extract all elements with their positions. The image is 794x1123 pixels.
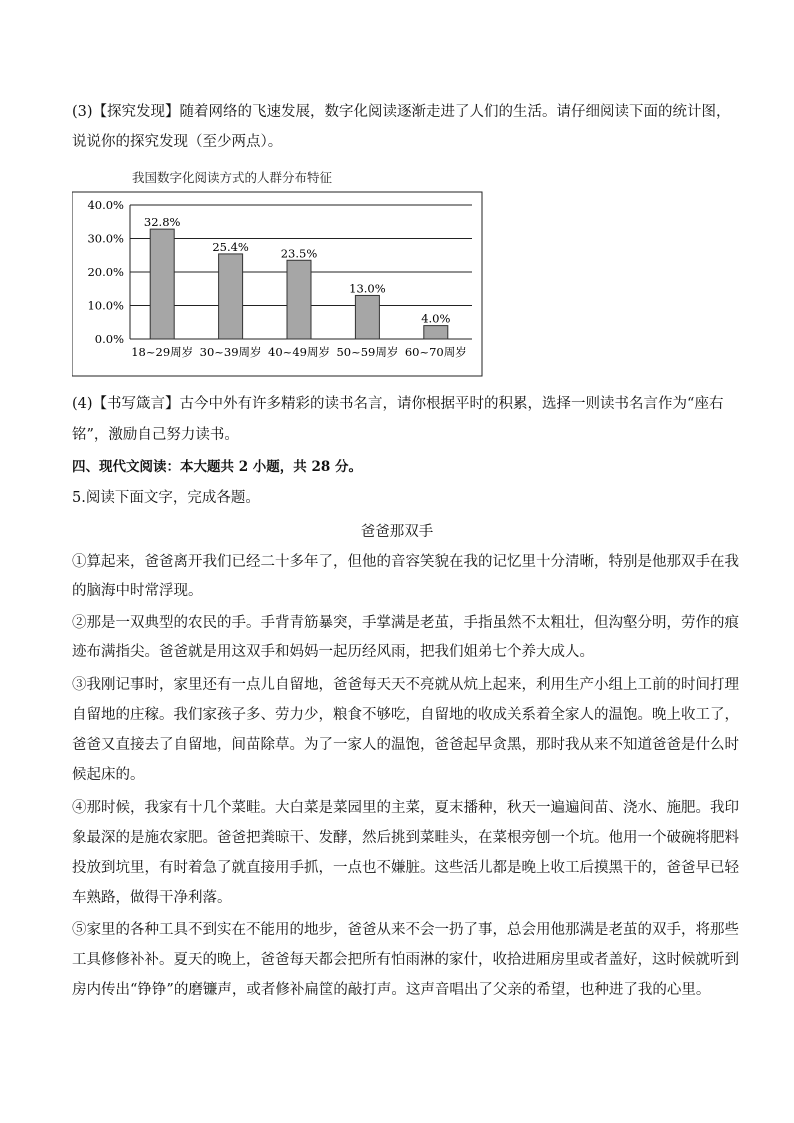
chart-data-label: 23.5% (280, 246, 318, 261)
article-line: 自留地的庄稼。我们家孩子多、劳力少，粮食不够吃，自留地的收成关系着全家人的温饱。晚上收工了， (72, 707, 739, 723)
chart-x-tick-label: 18~29周岁 (131, 345, 194, 359)
chart-x-ticks (131, 345, 467, 359)
chart-data-label: 25.4% (212, 239, 249, 254)
article-line: ①算起来，爸爸离开我们已经二十多年了，但他的音容笑貌在我的记忆里十分清晰，特别是他那双手在我 (72, 554, 739, 570)
article-line: 投放到坑里，有时着急了就直接用手抓，一点也不嫌脏。这些活儿都是晚上收工后摸黑干的，爸爸早已轻 (72, 860, 739, 876)
article-title: 爸爸那双手 (360, 524, 434, 540)
chart-y-tick-label: 20.0% (87, 265, 124, 279)
question-4-line-1: (4)【书写箴言】古今中外有许多精彩的读书名言，请你根据平时的积累，选择一则读书名言作为“座右 (72, 396, 724, 412)
article-line: 爸爸又直接去了自留地，间苗除草。为了一家人的温饱，爸爸起早贪黑，那时我从来不知道爸爸是什么时 (72, 737, 739, 753)
chart-x-tick-label: 50~59周岁 (336, 345, 399, 359)
article-line: 迹布满指尖。爸爸就是用这双手和妈妈一起历经风雨，把我们姐弟七个养大成人。 (72, 644, 594, 660)
chart-y-tick-label: 0.0% (94, 332, 124, 346)
article-line: 的脑海中时常浮现。 (72, 583, 203, 599)
chart-bar (424, 326, 448, 339)
chart-data-label: 4.0% (421, 311, 451, 326)
article-line: ③我刚记事时，家里还有一点儿自留地，爸爸每天天不亮就从炕上起来，利用生产小组上工前的时间打理 (72, 677, 739, 693)
chart-x-tick-label: 30~39周岁 (199, 345, 262, 359)
chart-data-label: 13.0% (349, 281, 386, 296)
article-line: ②那是一双典型的农民的手。手背青筋暴突，手掌满是老茧，手指虽然不太粗壮，但沟壑分明，劳作的痕 (72, 615, 739, 631)
chart-data-label: 32.8% (143, 215, 181, 230)
chart-y-tick-label: 40.0% (87, 198, 124, 212)
chart-y-tick-label: 10.0% (87, 298, 124, 313)
chart-bar (287, 260, 311, 339)
chart-y-tick-label: 30.0% (87, 231, 124, 246)
chart-bar (150, 229, 174, 339)
chart-x-tick-label: 40~49周岁 (268, 345, 330, 359)
chart-bar (219, 254, 243, 339)
article-line: ⑤家里的各种工具不到实在不能用的地步，爸爸从来不会一扔了事，总会用他那满是老茧的双手，将那些 (72, 922, 739, 938)
article-line: 象最深的是施农家肥。爸爸把粪晾干、发酵，然后挑到菜畦头，在菜根旁刨一个坑。他用一个破碗将肥料 (72, 830, 739, 846)
chart-bar (355, 295, 379, 339)
question-5-prompt: 5.阅读下面文字，完成各题。 (72, 490, 260, 506)
question-4-line-2: 铭”，激励自己努力读书。 (72, 427, 239, 443)
chart-title: 我国数字化阅读方式的人群分布特征 (131, 170, 333, 185)
article-line: 房内传出“铮铮”的磨镰声，或者修补扁筐的敲打声。这声音唱出了父亲的希望，也种进了我的心里。 (72, 982, 711, 998)
bar-chart (72, 168, 492, 380)
article-line: 工具修修补补。夏天的晚上，爸爸每天都会把所有怕雨淋的家什，收拾进厢房里或者盖好，这时候就听到 (72, 952, 739, 968)
article-line: 车熟路，做得干净利落。 (72, 890, 232, 906)
question-3-line-2: 说说你的探究发现（至少两点）。 (72, 134, 283, 150)
chart-y-ticks (87, 198, 124, 346)
chart-x-tick-label: 60~70周岁 (404, 345, 467, 359)
article-line: ④那时候，我家有十几个菜畦。大白菜是菜园里的主菜，夏末播种，秋天一遍遍间苗、浇水、施肥。我印 (72, 800, 739, 816)
section-4-heading: 四、现代文阅读：本大题共 2 小题，共 28 分。 (72, 459, 362, 475)
article-line: 候起床的。 (72, 767, 145, 783)
question-3-line-1: (3)【探究发现】随着网络的飞速发展，数字化阅读逐渐走进了人们的生活。请仔细阅读下面的统计图， (72, 104, 731, 120)
